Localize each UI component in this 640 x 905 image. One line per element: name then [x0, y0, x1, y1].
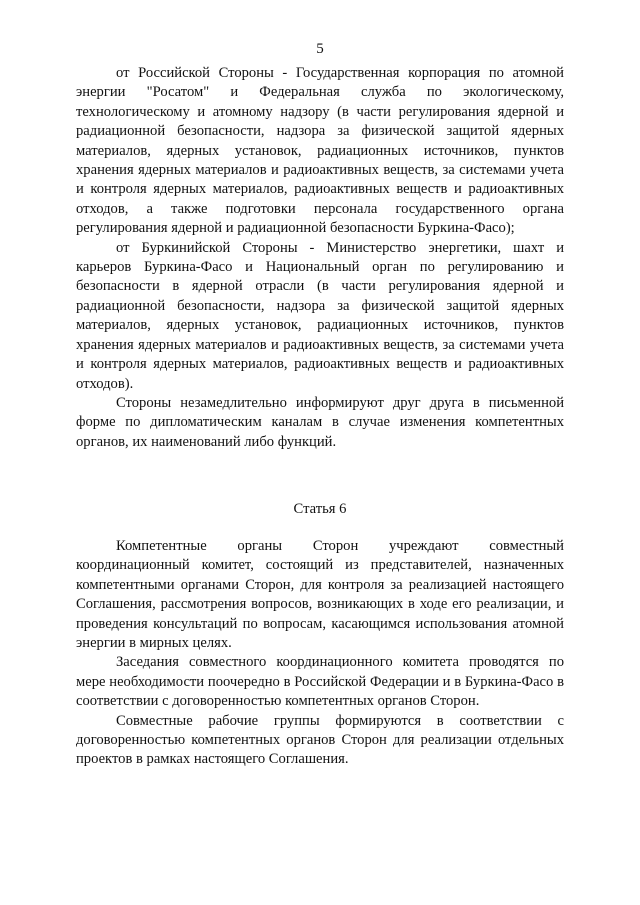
- working-groups-paragraph: Совместные рабочие группы формируются в соответствии с договоренностью компетентных органов Сторон для реализации отдельных проектов в рамках настоящего Соглашения.: [76, 712, 564, 768]
- russian-side-paragraph: от Российской Стороны - Государственная корпорация по атомной энергии "Росатом" и Федеральная служба по экологическому, технологическому и атомному надзору (в части регулирования ядерной и радиационной безопасности, надзора за физической защитой ядерных материалов, ядерных установок, радиационных источников, пунктов хранения ядерных материалов и радиоактивных веществ, за системами учета и контроля ядерных материалов, радиоактивных веществ и радиоактивных отходов, а также подготовки персонала государственного органа регулирования ядерной и радиационной безопасности Буркина-Фасо);: [76, 65, 564, 237]
- article-heading: Статья 6: [293, 501, 347, 517]
- competent-authorities-section: [76, 64, 564, 452]
- coordination-committee-paragraph: Компетентные органы Сторон учреждают совместный координационный комитет, состоящий из представителей, назначенных компетентными органами Сторон, для контроля за реализацией настоящего Соглашения, рассмотрения вопросов, возникающих в ходе его реализации, и проведения консультаций по вопросам, касающимся использования атомной энергии в мирных целях.: [76, 538, 564, 652]
- page-number: 5: [316, 41, 324, 57]
- notification-paragraph: Стороны незамедлительно информируют друг друга в письменной форме по дипломатическим каналам в случае изменения компетентных органов, их наименований либо функций.: [76, 394, 564, 450]
- burkinabe-side-paragraph: от Буркинийской Стороны - Министерство энергетики, шахт и карьеров Буркина-Фасо и Национальный орган по регулированию и безопасности в ядерной отрасли (в части регулирования ядерной и радиационной безопасности, надзора за физической защитой ядерных материалов, ядерных установок, радиационных источников, пунктов хранения ядерных материалов и радиоактивных веществ, за системами учета и контроля ядерных материалов, радиоактивных веществ и радиоактивных отходов).: [76, 239, 564, 392]
- committee-meetings-paragraph: Заседания совместного координационного комитета проводятся по мере необходимости поочередно в Российской Федерации и в Буркина-Фасо в соответствии с договоренностью компетентных органов Сторон.: [76, 654, 564, 710]
- article-6-body: [76, 537, 564, 770]
